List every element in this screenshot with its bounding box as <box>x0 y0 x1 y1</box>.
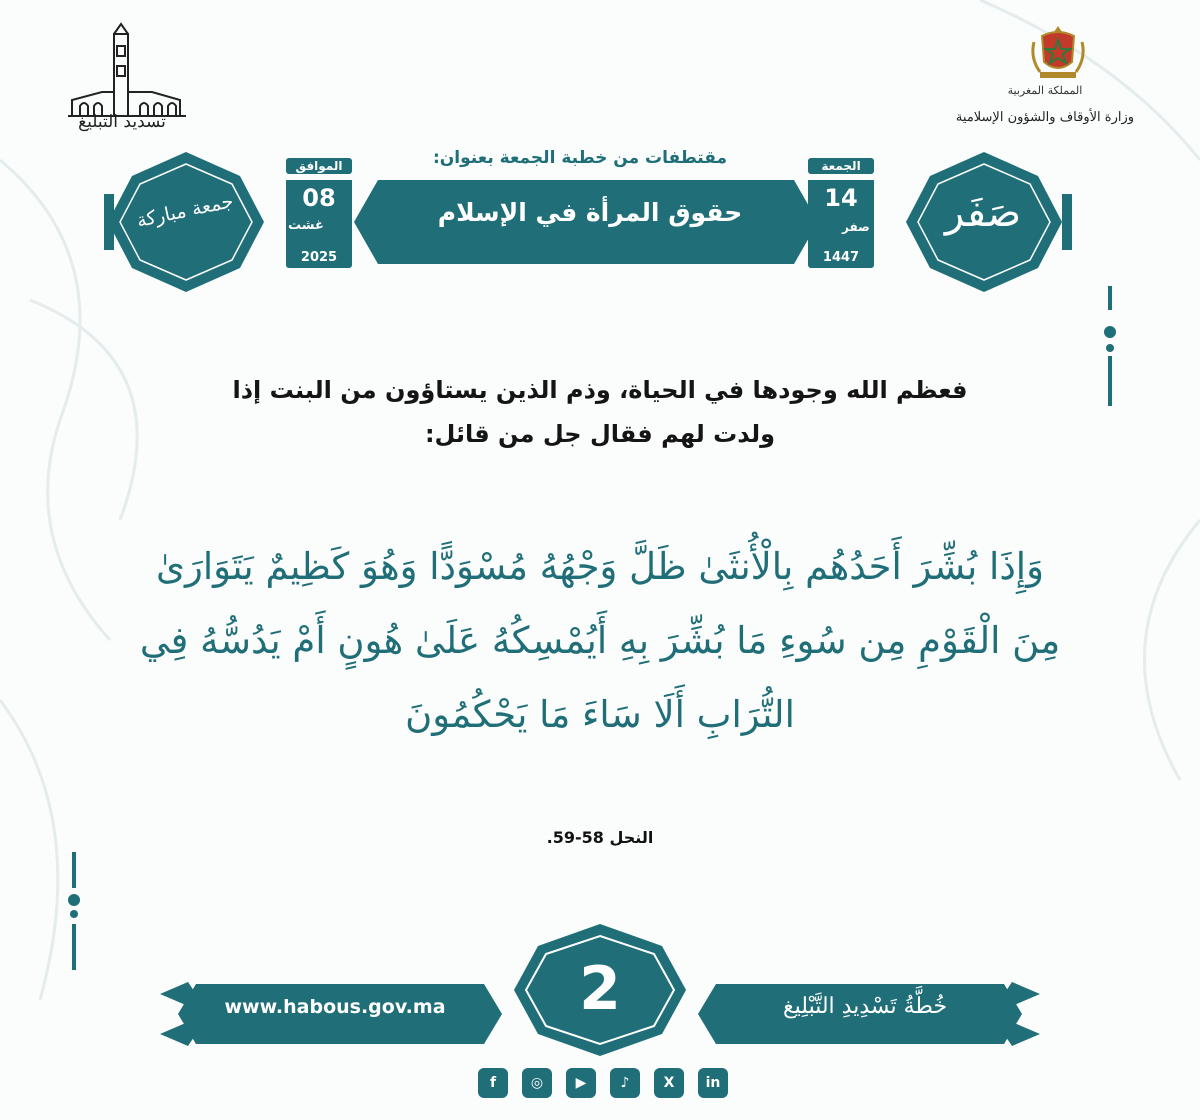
x-icon[interactable]: X <box>654 1068 684 1098</box>
verse-line-2: مِنَ الْقَوْمِ مِن سُوءِ مَا بُشِّرَ بِهِ أَيُمْسِكُهُ عَلَىٰ هُونٍ أَمْ يَدُسُّهُ فِي <box>139 619 1061 662</box>
plan-label: خُطَّةُ تَسْدِيدِ التَّبْلِيغ <box>782 994 948 1019</box>
hijri-month: صفر <box>842 220 870 234</box>
intro-line-1: فعظم الله وجودها في الحياة، وذم الذين يستاؤون من البنت إذا <box>232 376 968 404</box>
linkedin-icon[interactable]: in <box>698 1068 728 1098</box>
gregorian-year: 2025 <box>300 250 338 265</box>
sermon-subtitle: مقتطفات من خطبة الجمعة بعنوان: <box>433 148 727 168</box>
gregorian-day: 08 <box>302 184 336 212</box>
ministry-name: وزارة الأوقاف والشؤون الإسلامية <box>955 110 1135 125</box>
hijri-year: 1447 <box>822 250 860 265</box>
website-link[interactable]: www.habous.gov.ma <box>224 996 446 1018</box>
month-badge: صَفَر <box>944 190 1022 236</box>
verse-reference: النحل 58-59. <box>546 828 654 847</box>
tiktok-icon[interactable]: ♪ <box>610 1068 640 1098</box>
intro-line-2: ولدت لهم فقال جل من قائل: <box>424 420 776 448</box>
kingdom-label: المملكة المغربية <box>1007 84 1083 97</box>
page-number: 2 <box>579 954 621 1024</box>
instagram-icon[interactable]: ◎ <box>522 1068 552 1098</box>
jumua-mubaraka-badge: جمعة مباركة <box>134 190 236 232</box>
hijri-day: 14 <box>824 184 858 212</box>
intro-text <box>140 368 1060 456</box>
hijri-label: الجمعة <box>821 159 861 173</box>
facebook-icon[interactable]: f <box>478 1068 508 1098</box>
verse-line-1: وَإِذَا بُشِّرَ أَحَدُهُم بِالْأُنثَىٰ ظَلَّ وَجْهُهُ مُسْوَدًّا وَهُوَ كَظِيمٌ يَتَوَارَىٰ <box>156 545 1044 588</box>
moroccan-emblem-icon <box>1026 22 1090 82</box>
left-logo-text: تسديد التبليغ <box>78 112 166 132</box>
gregorian-label: الموافق <box>295 159 343 173</box>
youtube-icon[interactable]: ▶ <box>566 1068 596 1098</box>
verse-line-3: التُّرَابِ أَلَا سَاءَ مَا يَحْكُمُونَ <box>405 693 795 736</box>
social-links <box>478 1068 728 1102</box>
sermon-title: حقوق المرأة في الإسلام <box>437 198 743 227</box>
quran-verse <box>70 530 1130 752</box>
gregorian-month: غشت <box>288 218 324 233</box>
